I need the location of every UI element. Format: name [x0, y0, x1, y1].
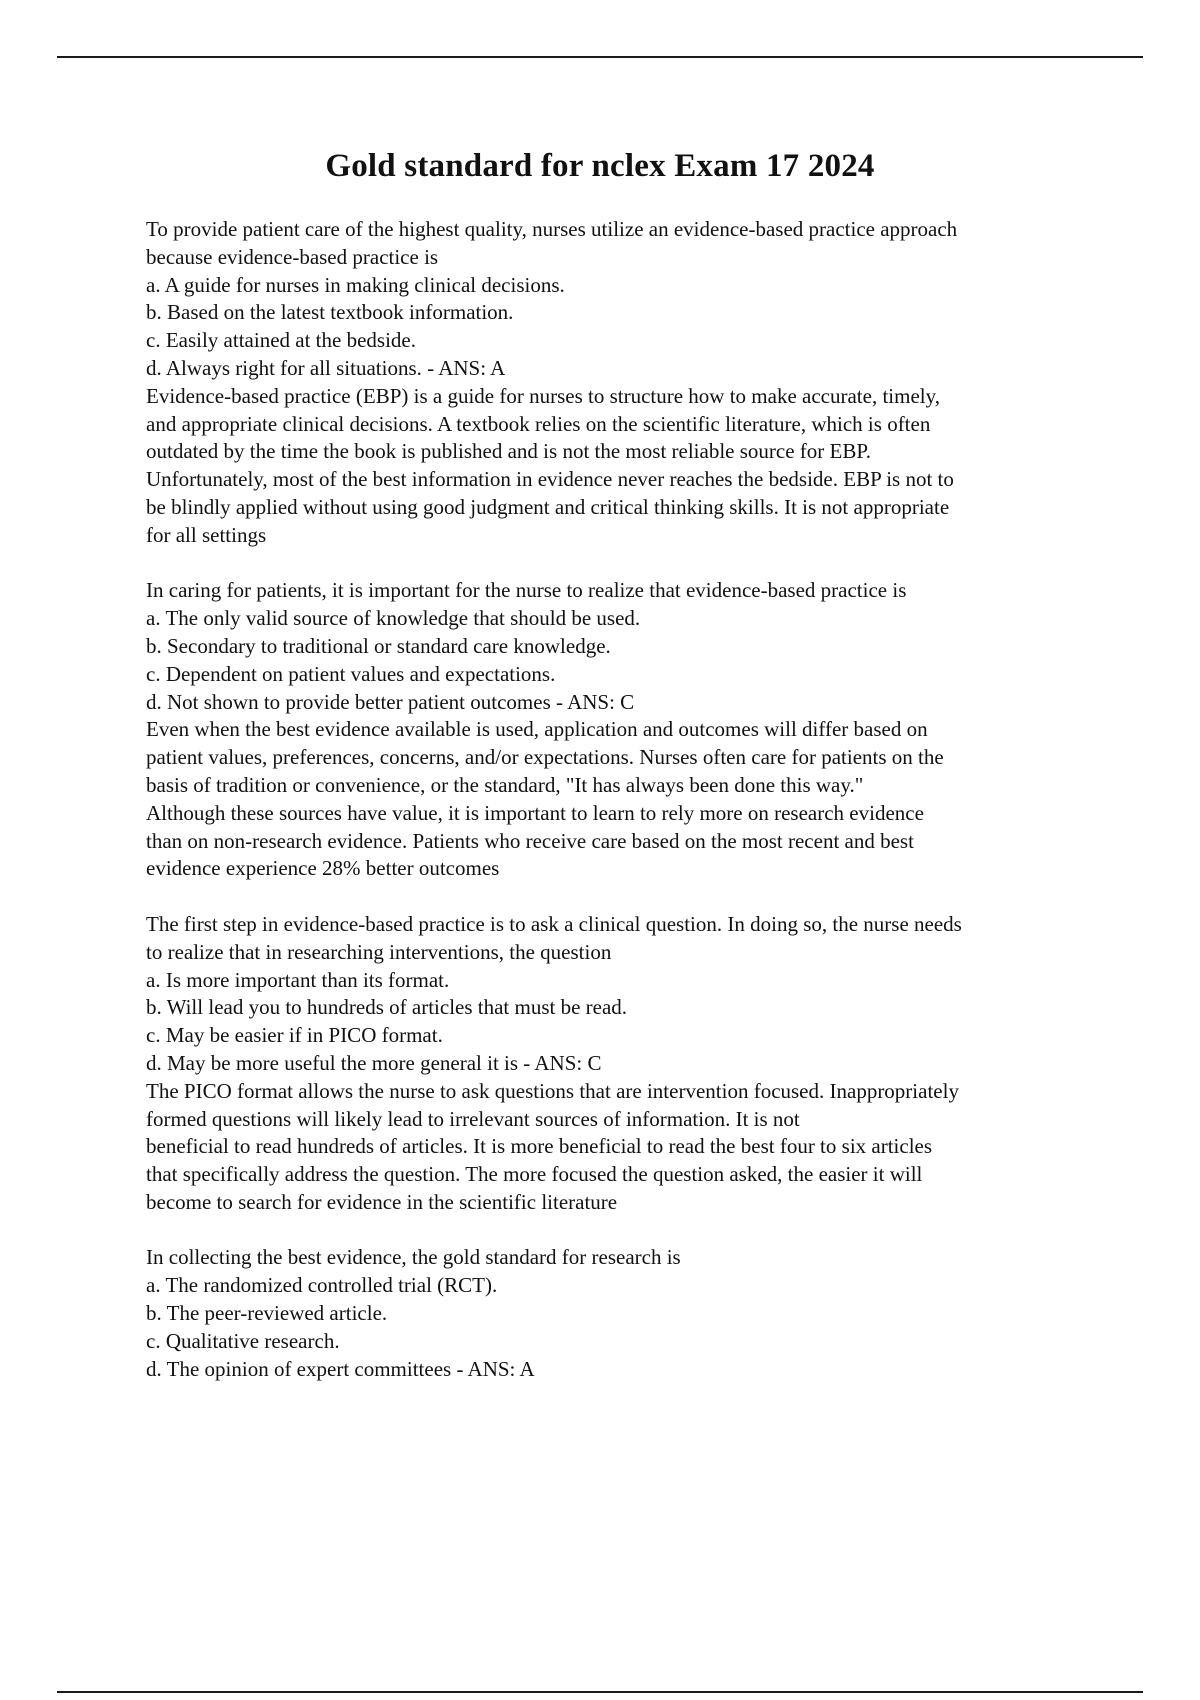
- answer-option: b. The peer-reviewed article.: [146, 1301, 388, 1326]
- question-stem: To provide patient care of the highest quality, nurses utilize an evidence-based practice approach: [146, 217, 958, 241]
- question-block-2: [146, 577, 1096, 883]
- answer-option: d. Always right for all situations. - ANS: A: [146, 355, 506, 380]
- rationale-line: evidence experience 28% better outcomes: [146, 856, 500, 881]
- question-stem: because evidence-based practice is: [146, 244, 439, 269]
- rationale-line: that specifically address the question. The more focused the question asked, the easier it will: [146, 1162, 923, 1187]
- question-stem: In caring for patients, it is important for the nurse to realize that evidence-based practice is: [146, 578, 907, 603]
- question-block-3: [146, 911, 1096, 1217]
- question-stem: to realize that in researching interventions, the question: [146, 939, 612, 964]
- rationale-line: beneficial to read hundreds of articles. It is more beneficial to read the best four to six articles: [146, 1134, 933, 1159]
- answer-option: d. May be more useful the more general it is - ANS: C: [146, 1050, 602, 1075]
- answer-option: c. Easily attained at the bedside.: [146, 328, 416, 353]
- answer-option: b. Secondary to traditional or standard care knowledge.: [146, 633, 611, 658]
- rationale-line: than on non-research evidence. Patients who receive care based on the most recent and best: [146, 828, 914, 853]
- rationale-line: outdated by the time the book is published and is not the most reliable source for EBP.: [146, 439, 871, 464]
- answer-option: d. Not shown to provide better patient outcomes - ANS: C: [146, 689, 635, 714]
- answer-option: c. Dependent on patient values and expectations.: [146, 661, 556, 686]
- answer-option: b. Will lead you to hundreds of articles that must be read.: [146, 995, 628, 1020]
- answer-option: c. Qualitative research.: [146, 1328, 340, 1353]
- rationale-line: be blindly applied without using good judgment and critical thinking skills. It is not appropriate: [146, 494, 950, 519]
- bottom-rule: [57, 1691, 1143, 1693]
- page-title: Gold standard for nclex Exam 17 2024: [325, 148, 875, 184]
- answer-option: a. The only valid source of knowledge that should be used.: [146, 606, 641, 631]
- answer-option: a. A guide for nurses in making clinical decisions.: [146, 272, 565, 297]
- question-stem: In collecting the best evidence, the gold standard for research is: [146, 1245, 681, 1270]
- answer-option: c. May be easier if in PICO format.: [146, 1023, 443, 1048]
- rationale-line: formed questions will likely lead to irrelevant sources of information. It is not: [146, 1106, 800, 1131]
- question-block-4: [146, 1244, 1096, 1383]
- answer-option: a. The randomized controlled trial (RCT).: [146, 1273, 498, 1298]
- rationale-line: become to search for evidence in the scientific literature: [146, 1189, 618, 1214]
- rationale-line: Unfortunately, most of the best information in evidence never reaches the bedside. EBP is not to: [146, 467, 954, 492]
- answer-option: b. Based on the latest textbook information.: [146, 300, 514, 325]
- question-stem: The first step in evidence-based practice is to ask a clinical question. In doing so, the nurse needs: [146, 911, 962, 936]
- answer-option: d. The opinion of expert committees - ANS: A: [146, 1356, 535, 1381]
- rationale-line: patient values, preferences, concerns, and/or expectations. Nurses often care for patients on the: [146, 745, 944, 770]
- rationale-line: basis of tradition or convenience, or the standard, "It has always been done this way.": [146, 772, 864, 797]
- rationale-line: Even when the best evidence available is used, application and outcomes will differ based on: [146, 717, 928, 742]
- question-block-1: [146, 216, 1096, 550]
- answer-option: a. Is more important than its format.: [146, 967, 450, 992]
- rationale-line: The PICO format allows the nurse to ask questions that are intervention focused. Inappropriately: [146, 1078, 959, 1103]
- rationale-line: for all settings: [146, 522, 267, 547]
- rationale-line: Evidence-based practice (EBP) is a guide for nurses to structure how to make accurate, timely,: [146, 383, 941, 408]
- rationale-line: and appropriate clinical decisions. A textbook relies on the scientific literature, which is often: [146, 411, 931, 436]
- document-body: [146, 216, 1096, 1411]
- rationale-line: Although these sources have value, it is important to learn to rely more on research evidence: [146, 800, 924, 825]
- top-rule: [57, 56, 1143, 58]
